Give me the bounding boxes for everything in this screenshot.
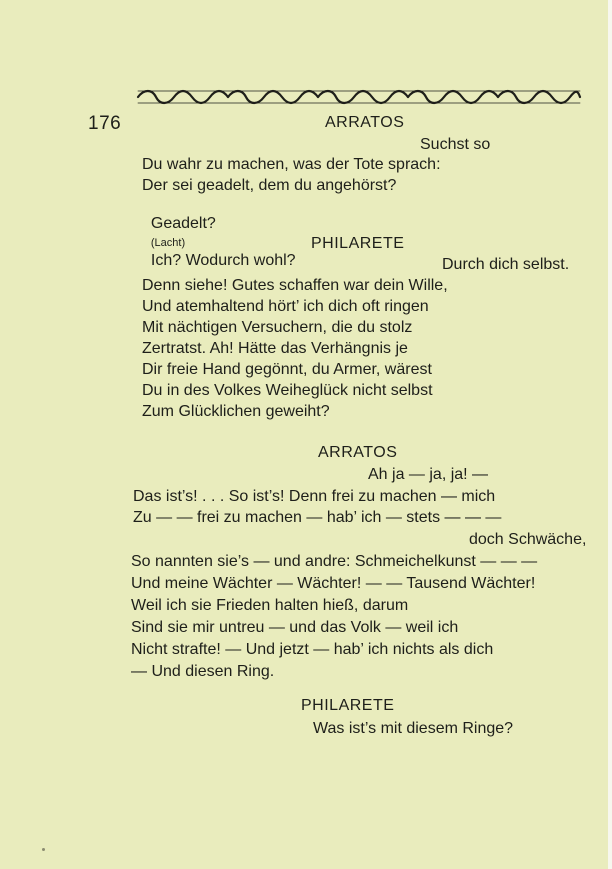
verse-line: — Und diesen Ring. [131,663,275,680]
stage-direction: (Lacht) [150,237,186,249]
verse-line: Nicht strafte! — Und jetzt — hab’ ich nichts als dich [131,641,494,658]
page-number: 176 [88,113,122,134]
verse-line: Du wahr zu machen, was der Tote sprach: [142,156,441,173]
verse-line: Denn siehe! Gutes schaffen war dein Wille, [142,277,448,294]
speaker-name: ARRATOS [318,444,398,461]
verse-line: Zertratst. Ah! Hätte das Verhängnis je [142,340,408,357]
verse-line: Und atemhaltend hört’ ich dich oft ringen [142,298,429,315]
verse-line: So nannten sie’s — und andre: Schmeichelkunst — — — [131,553,538,570]
verse-line: Sind sie mir untreu — und das Volk — weil ich [131,619,459,636]
verse-line: Und meine Wächter — Wächter! — — Tausend Wächter! [131,575,536,592]
verse-line: Durch dich selbst. [442,256,570,273]
verse-line: Der sei geadelt, dem du angehörst? [142,177,397,194]
verse-line: Was ist’s mit diesem Ringe? [313,720,514,737]
verse-line: Zu — — frei zu machen — hab’ ich — stets — — — [133,509,502,526]
verse-line: Weil ich sie Frieden halten hieß, darum [131,597,409,614]
page-edge [608,0,612,869]
verse-line: doch Schwäche, [469,531,587,548]
speaker-name: ARRATOS [325,114,405,131]
verse-text: Ich? Wodurch wohl? [150,252,296,269]
verse-line: Ah ja — ja, ja! — [368,466,489,483]
verse-text: Geadelt? [150,215,216,232]
border-ornament [134,86,584,108]
verse-line: Das ist’s! . . . So ist’s! Denn frei zu machen — mich [133,488,496,505]
speaker-name: PHILARETE [301,697,395,714]
verse-line: Zum Glücklichen geweiht? [142,403,330,420]
speaker-name: PHILARETE [311,235,405,252]
verse-line [142,197,296,270]
verse-line: Suchst so [420,136,491,153]
verse-line: Mit nächtigen Versuchern, die du stolz [142,319,413,336]
verse-line: Du in des Volkes Weiheglück nicht selbst [142,382,433,399]
paper-speck [42,848,45,851]
verse-line: Dir freie Hand gegönnt, du Armer, wärest [142,361,432,378]
